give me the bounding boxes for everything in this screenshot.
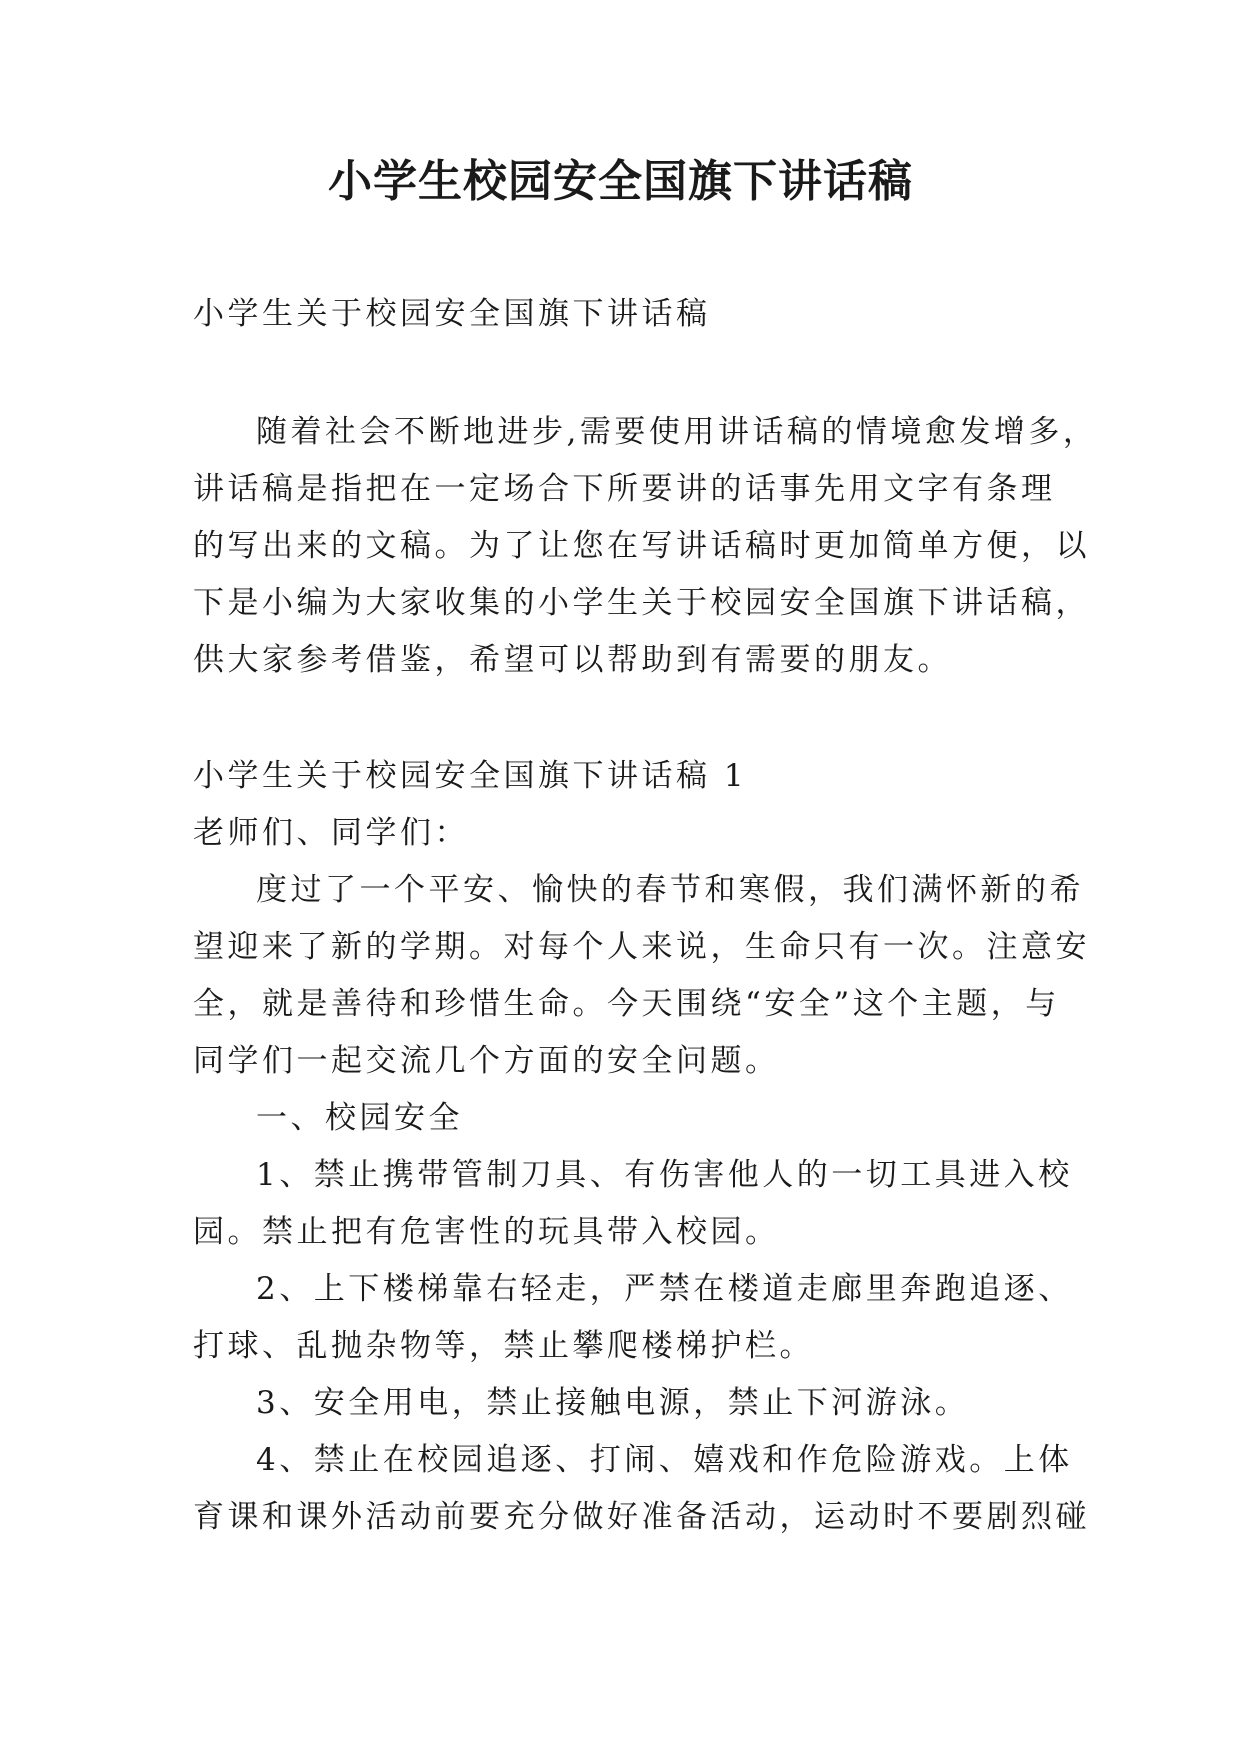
intro-line-4: 下是小编为大家收集的小学生关于校园安全国旗下讲话稿， <box>193 585 1090 621</box>
greeting: 老师们、同学们： <box>193 815 469 851</box>
intro-line-3: 的写出来的文稿。为了让您在写讲话稿时更加简单方便，以 <box>193 528 1090 564</box>
rule-3-line-1: 3、安全用电，禁止接触电源，禁止下河游泳。 <box>256 1385 970 1421</box>
section-title: 小学生关于校园安全国旗下讲话稿 1 <box>193 758 748 794</box>
body-line-2: 望迎来了新的学期。对每个人来说，生命只有一次。注意安 <box>193 929 1090 965</box>
intro-line-1: 随着社会不断地进步,需要使用讲话稿的情境愈发增多， <box>256 414 1098 450</box>
rule-1-line-2: 园。禁止把有危害性的玩具带入校园。 <box>193 1214 780 1250</box>
heading-campus-safety: 一、校园安全 <box>256 1100 463 1136</box>
body-line-4: 同学们一起交流几个方面的安全问题。 <box>193 1043 780 1079</box>
rule-2-line-2: 打球、乱抛杂物等，禁止攀爬楼梯护栏。 <box>193 1328 814 1364</box>
rule-2-line-1: 2、上下楼梯靠右轻走，严禁在楼道走廊里奔跑追逐、 <box>256 1271 1073 1307</box>
document-subtitle: 小学生关于校园安全国旗下讲话稿 <box>193 296 711 332</box>
rule-4-line-1: 4、禁止在校园追逐、打闹、嬉戏和作危险游戏。上体 <box>256 1442 1073 1478</box>
body-line-1: 度过了一个平安、愉快的春节和寒假，我们满怀新的希 <box>256 872 1084 908</box>
document-title: 小学生校园安全国旗下讲话稿 <box>328 156 913 207</box>
rule-1-line-1: 1、禁止携带管制刀具、有伤害他人的一切工具进入校 <box>256 1157 1073 1193</box>
rule-4-line-2: 育课和课外活动前要充分做好准备活动，运动时不要剧烈碰 <box>193 1499 1090 1535</box>
intro-line-2: 讲话稿是指把在一定场合下所要讲的话事先用文字有条理 <box>193 471 1056 507</box>
intro-line-5: 供大家参考借鉴，希望可以帮助到有需要的朋友。 <box>193 642 952 678</box>
body-line-3: 全，就是善待和珍惜生命。今天围绕“安全”这个主题，与 <box>193 986 1060 1022</box>
